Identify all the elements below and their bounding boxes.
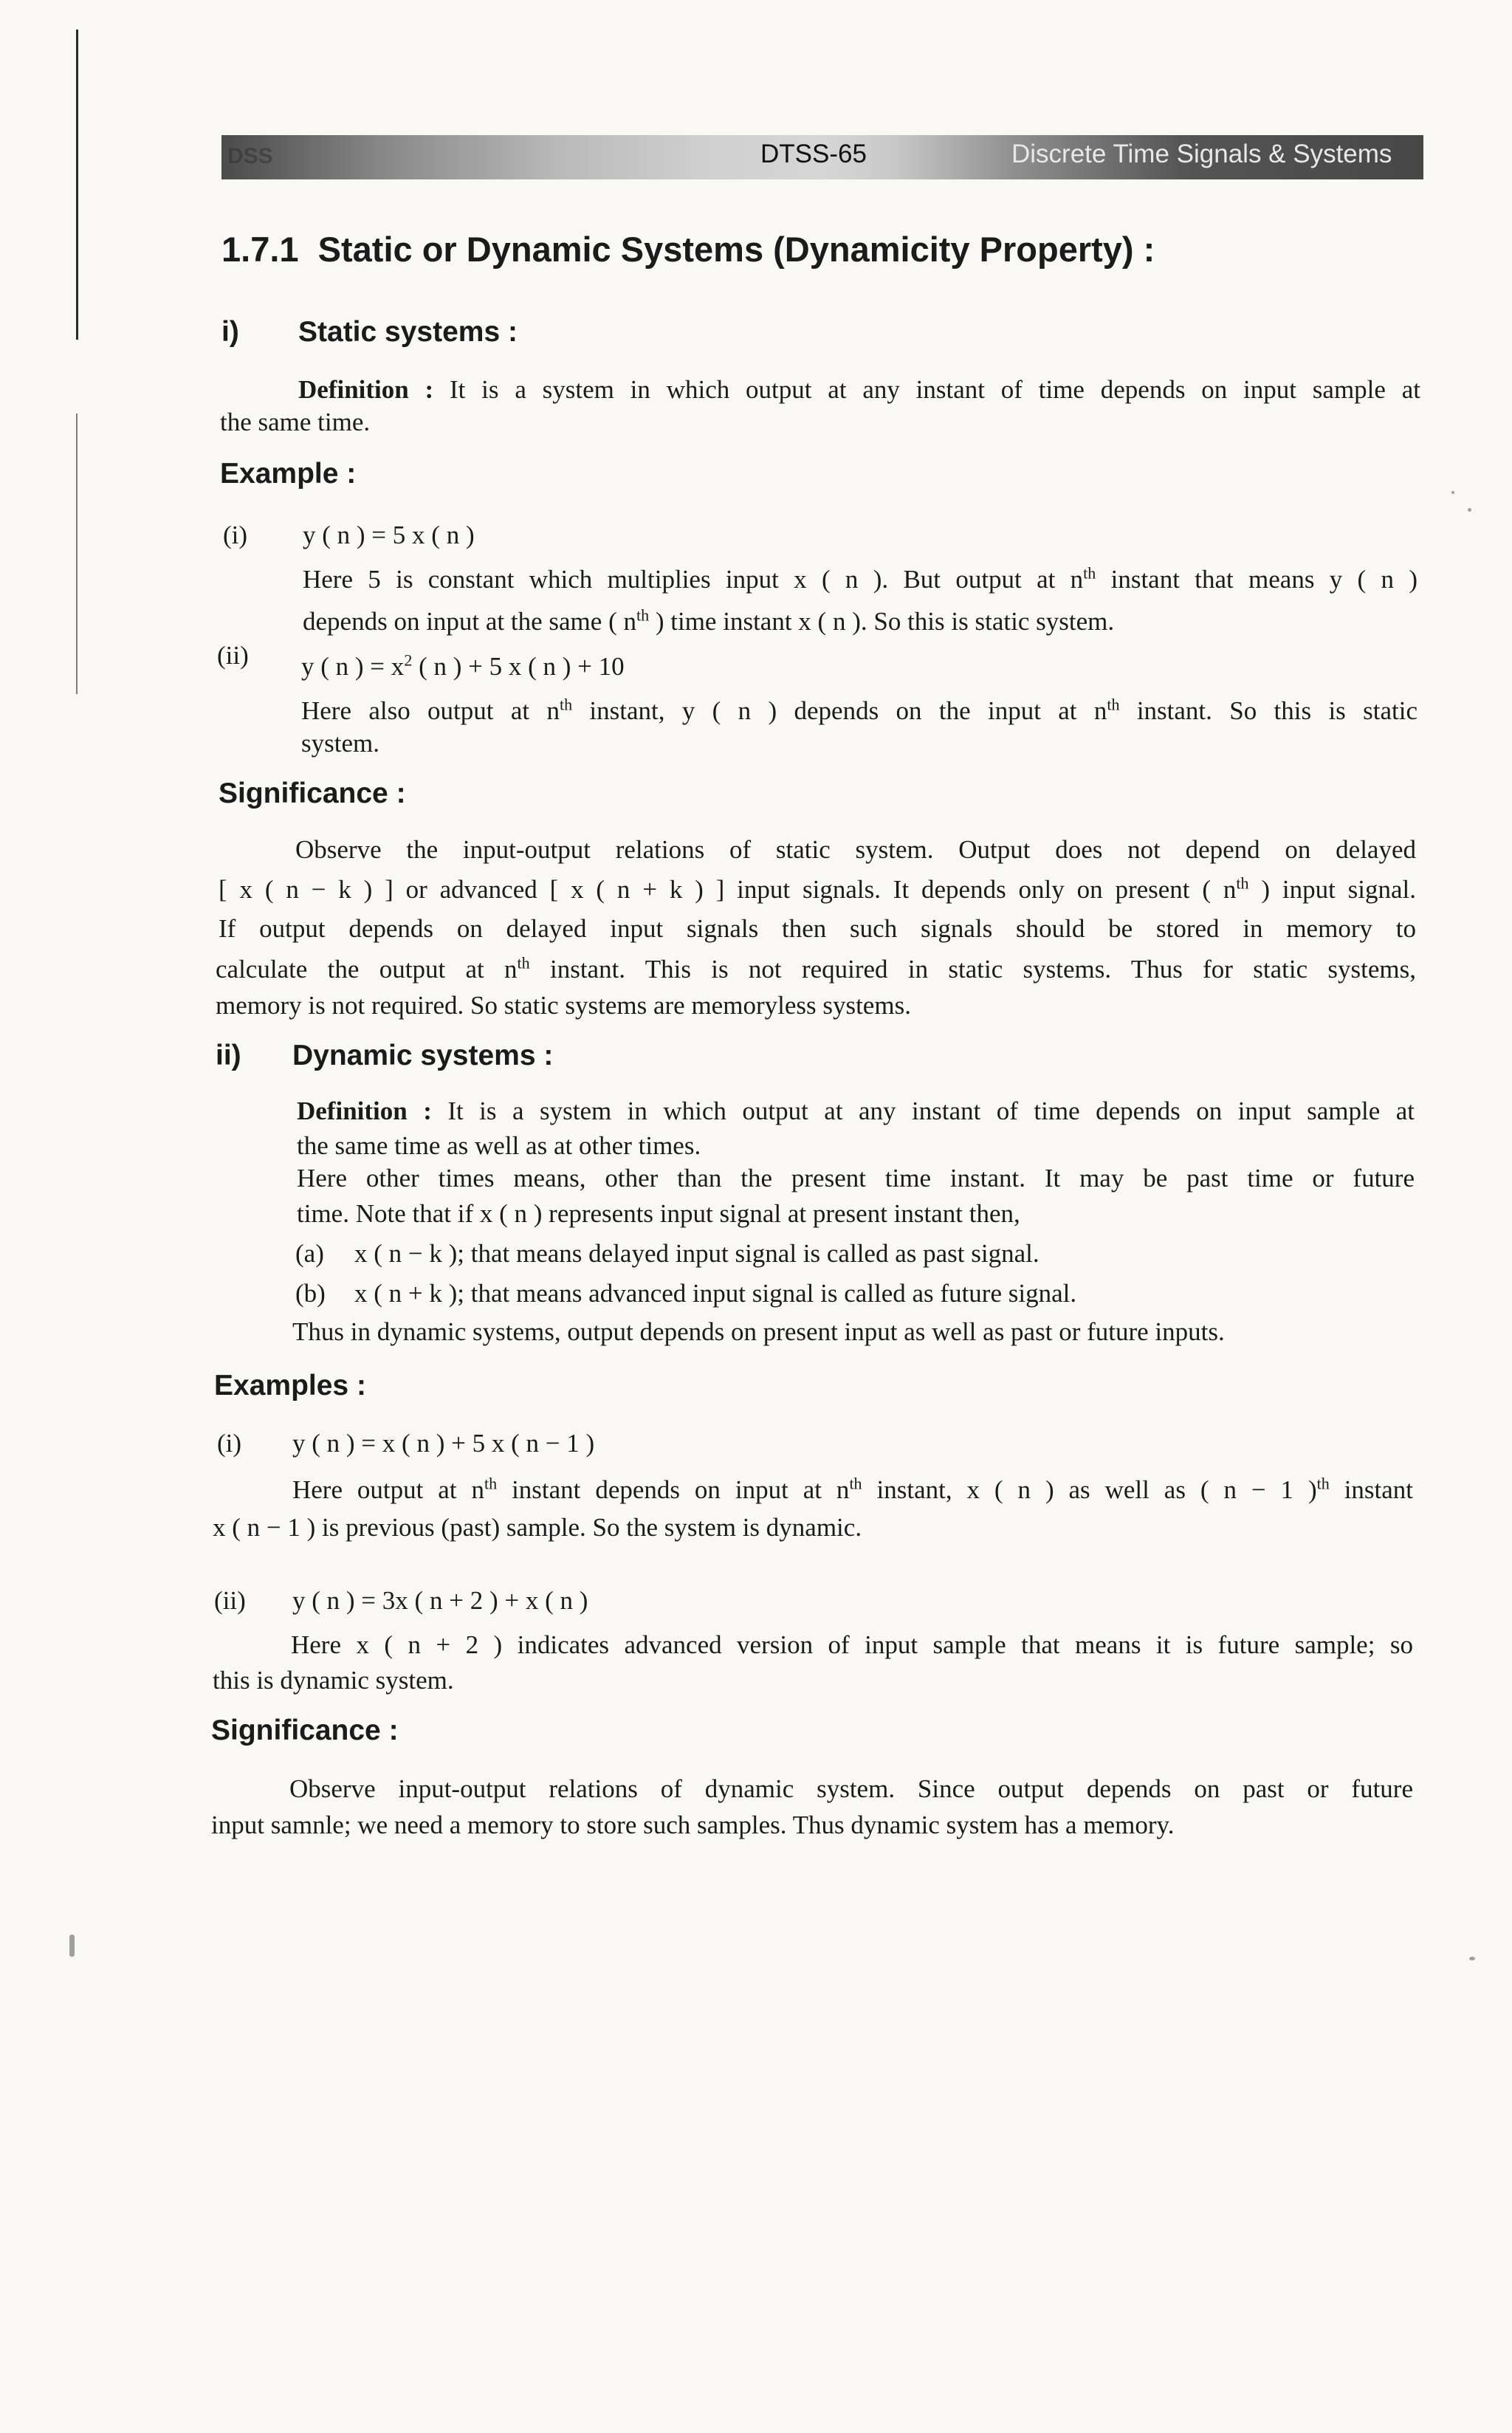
scan-speck	[1469, 1957, 1475, 1960]
dynamic-definition-line-1: Definition : It is a system in which output at any instant of time depends on input sample at	[297, 1097, 1415, 1125]
scan-speck	[69, 1935, 75, 1957]
dynamic-significance-line-2: input samnle; we need a memory to store such samples. Thus dynamic system has a memory.	[211, 1811, 1175, 1839]
dynamic-definition-line-2: the same time as well as at other times.	[297, 1131, 701, 1160]
scan-edge-line	[76, 30, 78, 340]
static-significance-line-4: calculate the output at $n^{th}$ instant. This is not required in static systems. Thus for static systems,	[216, 953, 1417, 984]
running-header	[221, 135, 1423, 179]
static-definition-line-2: the same time.	[220, 408, 371, 436]
dynamic-other-times-line-2: time. Note that if x ( n ) represents input signal at present instant then,	[297, 1199, 1020, 1228]
static-significance-line-5: memory is not required. So static systems are memoryless systems.	[216, 991, 911, 1020]
header-page-code: DTSS-65	[760, 140, 867, 168]
dynamic-ex2-line-2: this is dynamic system.	[213, 1666, 454, 1695]
dynamic-ex2-equation: y ( n ) = 3x ( n + 2 ) + x ( n )	[292, 1586, 588, 1615]
static-ex1-number: (i)	[223, 521, 248, 549]
static-significance-line-2: [ x ( n − k ) ] or advanced [ x ( n + k ) ] input signals. It depends only on present ( $n^{th}$ ) input signal.	[219, 874, 1416, 904]
dynamic-marker: ii)	[216, 1040, 241, 1071]
static-significance-line-3: If output depends on delayed input signals then such signals should be stored in memory to	[219, 914, 1416, 943]
static-ex2-line-2: system.	[301, 729, 379, 758]
dynamic-definition-label: Definition :	[297, 1097, 432, 1125]
dynamic-ex1-number: (i)	[217, 1429, 242, 1458]
dynamic-ex2-number: (ii)	[214, 1586, 246, 1615]
static-definition-text: It is a system in which output at any instant of time depends on input sample at	[450, 375, 1421, 404]
dynamic-heading: Dynamic systems :	[292, 1040, 554, 1071]
dynamic-ex1-line-2: x ( n − 1 ) is previous (past) sample. So the system is dynamic.	[213, 1513, 862, 1542]
static-significance-heading: Significance :	[219, 778, 406, 809]
scan-edge-line	[76, 413, 78, 694]
dynamic-thus-line: Thus in dynamic systems, output depends on present input as well as past or future inputs.	[292, 1317, 1225, 1346]
static-ex2-equation: y ( n ) = $x^2$ ( n ) + 5 x ( n ) + 10	[301, 651, 625, 681]
static-ex1-line-2: depends on input at the same ( $n^{th}$ ) time instant x ( n ). So this is static system.	[303, 605, 1115, 636]
scan-speck	[1468, 508, 1471, 512]
static-definition-line-1	[298, 375, 1420, 405]
dynamic-item-a-text: x ( n − k ); that means delayed input signal is called as past signal.	[354, 1239, 1040, 1268]
dynamic-other-times-line-1: Here other times means, other than the present time instant. It may be past time or future	[297, 1164, 1415, 1193]
dynamic-item-b-marker: (b)	[295, 1279, 326, 1308]
dynamic-ex2-line-1: Here x ( n + 2 ) indicates advanced version of input sample that means it is future sample; so	[291, 1630, 1413, 1659]
dynamic-item-a-marker: (a)	[295, 1239, 324, 1268]
dynamic-examples-heading: Examples :	[214, 1370, 366, 1401]
header-chapter-title: Discrete Time Signals & Systems	[1011, 140, 1392, 168]
dynamic-significance-line-1: Observe input-output relations of dynamic system. Since output depends on past or future	[289, 1774, 1413, 1803]
static-heading: Static systems :	[298, 316, 518, 348]
section-heading	[221, 229, 1155, 270]
section-number: 1.7.1	[221, 230, 299, 269]
static-ex2-line-1: Here also output at $n^{th}$ instant, y ( n ) depends on the input at $n^{th}$ instant. So this is static	[301, 695, 1418, 725]
dynamic-significance-heading: Significance :	[211, 1715, 399, 1746]
dynamic-ex1-equation: y ( n ) = x ( n ) + 5 x ( n − 1 )	[292, 1429, 595, 1458]
static-ex1-equation: y ( n ) = 5 x ( n )	[303, 521, 475, 549]
dynamic-ex1-line-1: Here output at $n^{th}$ instant depends on input at $n^{th}$ instant, x ( n ) as well as ( n − 1 )$^{th}$ instant	[292, 1474, 1414, 1504]
static-ex2-number: (ii)	[217, 641, 249, 670]
scan-speck	[1451, 491, 1454, 494]
static-ex1-line-1: Here 5 is constant which multiplies input x ( n ). But output at $n^{th}$ instant that means y ( n )	[303, 563, 1418, 594]
section-title: Static or Dynamic Systems (Dynamicity Property) :	[317, 230, 1155, 269]
dynamic-item-b-text: x ( n + k ); that means advanced input signal is called as future signal.	[354, 1279, 1077, 1308]
static-example-heading: Example :	[220, 458, 357, 490]
static-significance-line-1: Observe the input-output relations of static system. Output does not depend on delayed	[295, 835, 1416, 864]
static-marker: i)	[221, 316, 239, 348]
static-definition-label: Definition :	[298, 375, 434, 404]
header-left-code: DSS	[227, 144, 273, 168]
